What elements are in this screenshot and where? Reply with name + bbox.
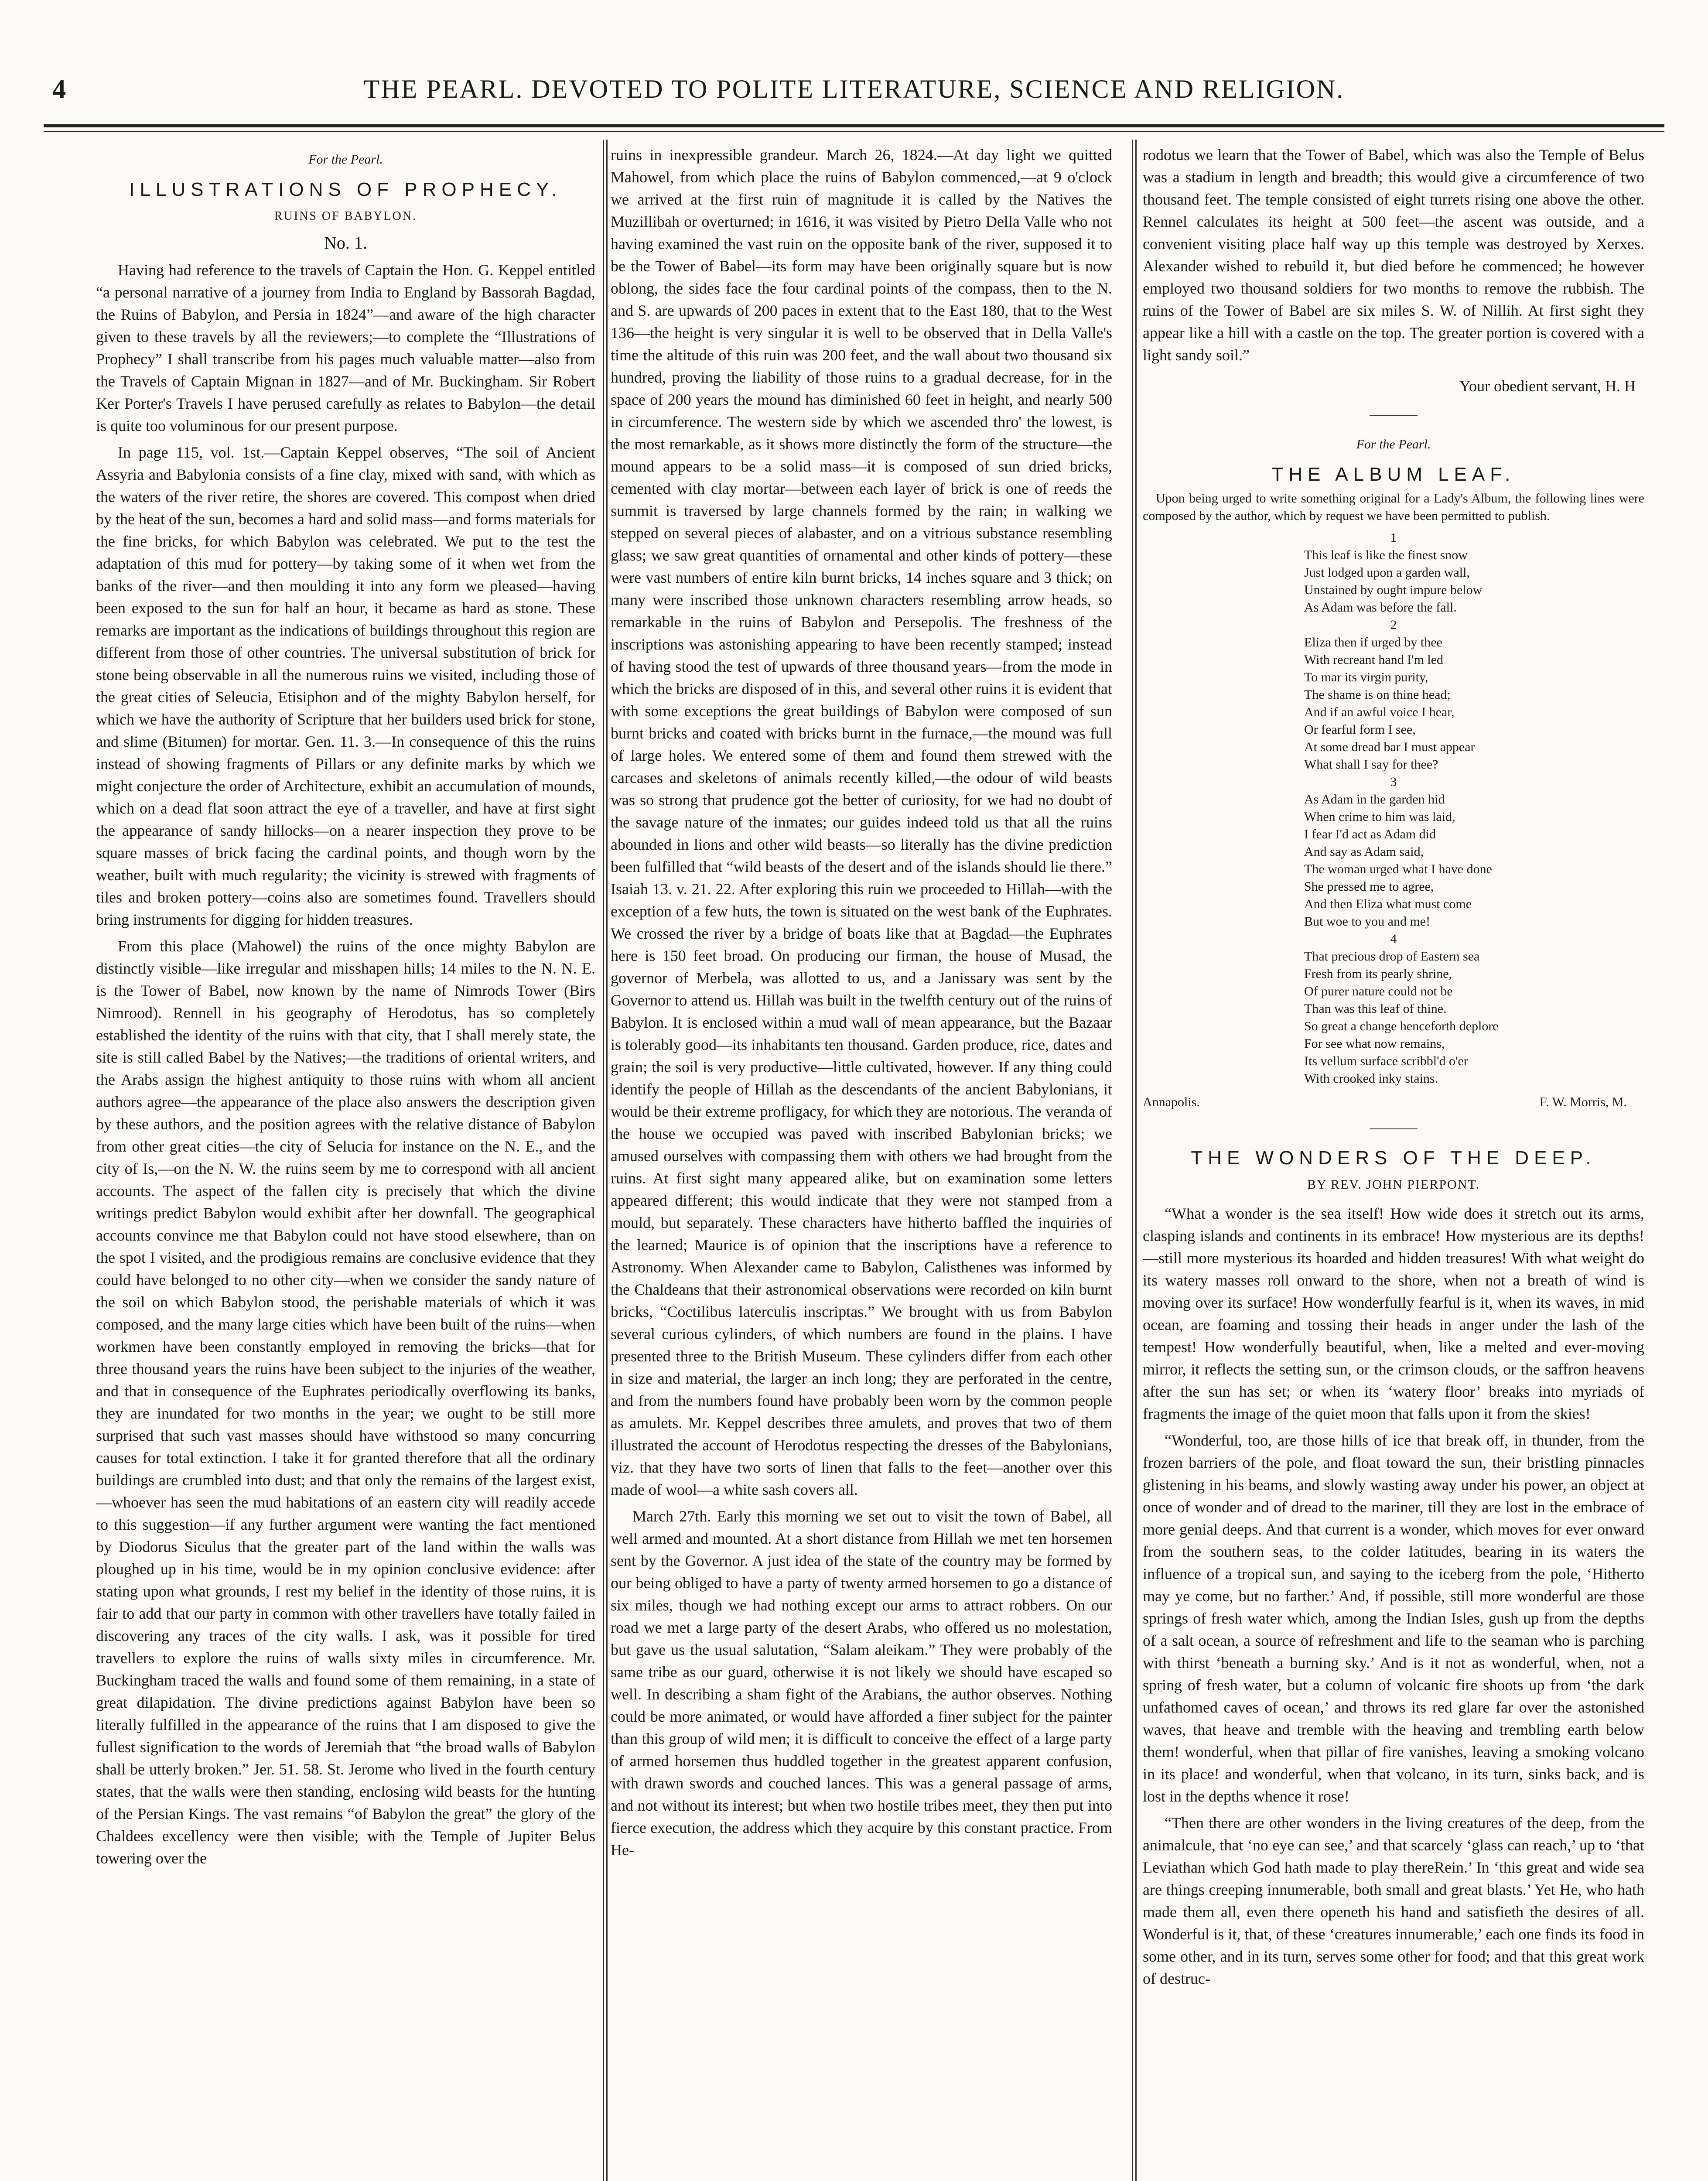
verse-line: What shall I say for thee?	[1304, 757, 1438, 772]
poem-attribution	[1143, 1094, 1627, 1111]
verse-line: I fear I'd act as Adam did	[1304, 827, 1436, 841]
article-title: ILLUSTRATIONS OF PROPHECY.	[129, 179, 562, 200]
body-paragraph: “What a wonder is the sea itself! How wide does it stretch out its arms, clasping islands and continents in its embrace! How mysterious are its depths!—still more mysterious its hoarded and hidden treasures! With what weight do its watery masses roll onward to the shore, when not a breath of wind is moving over its surface! How wonderfully fearful is it, when its waves, in mid ocean, are foaming and tossing their heads in anger under the lash of the tempest! How wonderfully beautiful, when, like a melted and ever-moving mirror, it reflects the setting sun, or the crimson clouds, or the saffron heavens after the sun has set; or when its ‘watery floor’ breaks into myriads of fragments the image of the quiet moon that falls upon it from the skies!	[1143, 1205, 1644, 1422]
verse-line: But woe to you and me!	[1304, 914, 1431, 929]
body-paragraph: “Then there are other wonders in the living creatures of the deep, from the animalcule, that ‘no eye can see,’ and that scarcely ‘glass can reach,’ up to ‘that Leviathan which God hath made to play thereRein.’ In ‘this great and wide sea are things creeping innumerable, both small and great blasts.’ Yet He, who hath made them all, even there openeth his hand and satisfieth the desires of all. Wonderful is it, that, of these ‘creatures innumerable,’ each one finds its food in some other, and in its turn, serves some other for food; and that this great work of destruc-	[1143, 1814, 1644, 1987]
column-divider	[606, 140, 608, 2181]
byline: BY REV. JOHN PIERPONT.	[1307, 1177, 1480, 1192]
poem-author: F. W. Morris, M.	[1539, 1095, 1627, 1109]
verse-line: As Adam was before the fall.	[1304, 600, 1457, 615]
column-3	[1143, 144, 1644, 2181]
body-paragraph: ruins in inexpressible grandeur. March 26, 1824.—At day light we quitted Mahowel, from which place the ruins of Babylon commenced,—at 9 o'clock we arrived at the first ruin of magnitude it is called by the Natives the Muzillibah or overturned; in 1616, it was visited by Pietro Della Valle who not having examined the vast ruin on the opposite bank of the river, supposed it to be the Tower of Babel—its form may have been originally square but is now oblong, the sides face the four cardinal points of the compass, then to the N. and S. are upwards of 200 paces in extent that to the East 180, that to the West 136—the height is very singular it is well to be observed that in Della Valle's time the altitude of this ruin was 200 feet, and the wall about two thousand six hundred, proving the liability of those ruins to a gradual decrease, for in the space of 200 years the mound has diminished 60 feet in height, and nearly 500 in circumference. The western side by which we ascended thro' the lowest, is the most remarkable, as it shows more distinctly the form of the structure—the mound appears to be a solid mass—it is composed of sun dried bricks, cemented with clay mortar—between each layer of brick is one of reeds the summit is traversed by large channels formed by the rain; in walking we stepped on several pieces of alabaster, and on a vitrious substance resembling glass; we saw great quantities of ornamental and other kinds of pottery—these were vast numbers of entire kiln burnt bricks, 14 inches square and 3 thick; on many were inscribed those unknown characters resembling arrow heads, so remarkable in the ruins of Babylon and Persepolis. The freshness of the inscriptions was astonishing appearing to have been recently stamped; instead of having stood the test of upwards of three thousand years—from the mode in which the bricks are disposed of in this, and several other ruins it is evident that with some exceptions the great buildings of Babylon were composed of sun burnt bricks and coated with bricks burnt in the furnace,—the mound was full of large holes. We entered some of them and found them strewed with the carcases and skeletons of animals recently killed,—the odour of wild beasts was so strong that prudence got the better of curiosity, for we had no doubt of the savage nature of the inmates; our guides indeed told us that all the ruins abounded in lions and other wild beasts—so literally has the divine prediction been fulfilled that “wild beasts of the desert and of the islands should lie there.” Isaiah 13. v. 21. 22. After exploring this ruin we proceeded to Hillah—with the exception of a few huts, the town is situated on the west bank of the Euphrates. We crossed the river by a bridge of boats like that at Bagdad—the Euphrates here is 150 feet broad. On producing our firman, the house of Musad, the governor of Merbela, was allotted to us, and a Janissary was sent by the Governor to attend us. Hillah was built in the twelfth century out of the ruins of Babylon. It is enclosed within a mud wall of mean appearance, but the Bazaar is tolerably good—its inhabitants ten thousand. Garden produce, rice, dates and grain; the soil is very productive—little cultivated, however. If any thing could identify the people of Hillah as the descendants of the ancient Babylonians, it would be their extreme profligacy, for which they are notorious. The veranda of the house we occupied was paved with inscribed Babylonian bricks; we amused ourselves with compassing them with others we had brought from the ruins. At first sight many appeared alike, but on examination some letters appeared different; this would indicate that they were not stamped from a mould, but separately. These characters have hitherto baffled the inquiries of the learned; Maurice is of opinion that the inscriptions have a reference to Astronomy. When Alexander came to Babylon, Calisthenes was informed by the Chaldeans that their astronomical observations were recorded on kiln burnt bricks, “Coctilibus laterculis inscriptas.” We brought with us from Babylon several curious cylinders, of which numbers are found in the plains. I have presented three to the British Museum. These cylinders differ from each other in size and material, the larger an inch long; they are perforated in the centre, and from the numbers found have probably been worn by the common people as amulets. Mr. Keppel describes three amulets, and proves that two of them illustrated the account of Herodotus respecting the dresses of the Babylonians, viz. that they have two sorts of linen that falls to the feet—another over this made of wool—a white sash covers all.	[611, 146, 1112, 1498]
article-title: THE WONDERS OF THE DEEP.	[1191, 1147, 1596, 1169]
column-1	[96, 144, 595, 2181]
verse-line: Of purer nature could not be	[1304, 984, 1453, 998]
verse-line: Eliza then if urged by thee	[1304, 635, 1442, 650]
poem-place: Annapolis.	[1143, 1095, 1200, 1109]
for-the-pearl-label: For the Pearl.	[1356, 437, 1431, 451]
column-divider	[1132, 140, 1133, 2181]
column-2	[611, 144, 1112, 2181]
verse-line: At some dread bar I must appear	[1304, 740, 1475, 754]
verse-line: Or fearful form I see,	[1304, 722, 1416, 737]
poem-title: THE ALBUM LEAF.	[1271, 464, 1516, 485]
verse-line: To mar its virgin purity,	[1304, 670, 1428, 684]
verse-line: Its vellum surface scribbl'd o'er	[1304, 1054, 1468, 1068]
verse-line: The woman urged what I have done	[1304, 862, 1492, 876]
verse-line: Fresh from its pearly shrine,	[1304, 967, 1452, 981]
verse-line: She pressed me to agree,	[1304, 879, 1434, 894]
page-header	[44, 74, 1664, 126]
running-title: THE PEARL. DEVOTED TO POLITE LITERATURE, SCIENCE AND RELIGION.	[363, 75, 1345, 103]
body-paragraph: In page 115, vol. 1st.—Captain Keppel observes, “The soil of Ancient Assyria and Babylonia consists of a fine clay, mixed with sand, with which as the waters of the river retire, the shores are covered. This compost when dried by the heat of the sun, becomes a hard and solid mass—and forms materials for the fine bricks, for which Babylon was celebrated. We put to the test the adaptation of this mud for pottery—by taking some of it when wet from the banks of the river—and then moulding it into any form we pleased—having been exposed to the sun for half an hour, it became as hard as stone. These remarks are important as the indications of buildings throughout this region are different from those of other countries. The universal substitution of brick for stone being observable in all the numerous ruins we visited, including those of the great cities of Seleucia, Etisiphon and of the mighty Babylon herself, for which we have the authority of Scripture that her builders used brick for stone, and slime (Bitumen) for mortar. Gen. 11. 3.—In consequence of this the ruins instead of showing fragments of Pillars or any definite marks by which we might conjecture the order of Architecture, exhibit an accumulation of mounds, which on a dead flat soon attract the eye of a traveller, and have at first sight the appearance of sandy hillocks—on a nearer inspection they prove to be square masses of brick facing the cardinal points, and though worn by the weather, built with much regularity; the vicinity is strewed with fragments of tiles and broken pottery—coins also are sometimes found. Travellers should bring instruments for digging for hidden treasures.	[96, 444, 595, 928]
body-paragraph: rodotus we learn that the Tower of Babel, which was also the Temple of Belus was a stadium in length and breadth; this would give a circumference of two thousand feet. The temple consisted of eight turrets rising one above the other. Rennel calculates its height at 500 feet—the ascent was outside, and a convenient visiting place half way up this temple was destroyed by Xerxes. Alexander wished to rebuild it, but died before he commenced; he however employed two thousand soldiers for two months to remove the rubbish. The ruins of the Tower of Babel are six miles S. W. of Nillih. At first sight they appear like a hill with a castle on the top. The greater portion is covered with a light sandy soil.”	[1143, 146, 1644, 364]
signature: Your obedient servant, H. H	[1459, 377, 1636, 395]
article-subtitle: RUINS OF BABYLON.	[274, 209, 417, 223]
column-divider	[1135, 140, 1137, 2181]
verse-line: The shame is on thine head;	[1304, 687, 1451, 702]
body-paragraph: “Wonderful, too, are those hills of ice that break off, in thunder, from the frozen barriers of the pole, and float toward the sun, their bristling pinnacles glistening in his beams, and slowly wasting away under his power, an object at once of wonder and of dread to the mariner, till they are lost in the embrace of more genial deeps. And that current is a wonder, which moves for ever onward from the southern seas, to the colder latitudes, bearing in its waters the influence of a tropical sun, and saying to the iceberg from the pole, ‘Hitherto may ye come, but no farther.’ And, if possible, still more wonderful are those springs of fresh water which, among the Indian Isles, gush up from the depths of a salt ocean, a source of refreshment and life to the seaman who is parching with thirst ‘beneath a burning sky.’ And is it not as wonderful, when, not a spring of fresh water, but a column of volcanic fire shoots up from ‘the dark unfathomed caves of ocean,’ and throws its red glare far over the astonished waves, that heave and tremble with the heaving and trembling earth below them! wonderful, when that pillar of fire vanishes, leaving a smoking volcano in its place! and wonderful, when that volcano, in its turn, sinks back, and is lost in the depths whence it rose!	[1143, 1432, 1644, 1805]
verse-line: And say as Adam said,	[1304, 844, 1424, 859]
verse-line: As Adam in the garden hid	[1304, 792, 1445, 807]
verse-line: With recreant hand I'm led	[1304, 653, 1444, 667]
verse-line: And if an awful voice I hear,	[1304, 705, 1455, 719]
verse-line: And then Eliza what must come	[1304, 897, 1472, 911]
stanza-number: 2	[1390, 618, 1397, 632]
for-the-pearl-label: For the Pearl.	[308, 152, 383, 167]
verse-line: That precious drop of Eastern sea	[1304, 949, 1480, 964]
header-rule	[44, 124, 1664, 127]
body-paragraph: March 27th. Early this morning we set out to visit the town of Babel, all well armed and mounted. At a short distance from Hillah we met ten horsemen sent by the Governor. A just idea of the state of the country may be formed by our being obliged to have a party of twenty armed horsemen to go a distance of six miles, though we had nothing except our arms to attract robbers. On our road we met a large party of the desert Arabs, who offered us no molestation, but gave us the usual salutation, “Salam aleikam.” They were probably of the same tribe as our guard, otherwise it is not likely we should have escaped so well. In describing a sham fight of the Arabians, the author observes. Nothing could be more animated, or would have afforded a finer subject for the painter than this group of wild men; it is difficult to conceive the effect of a large party of armed horsemen thus huddled together in the greatest apparent confusion, with drawn swords and couched lances. This was a general passage of arms, and not without its interest; but when two hostile tribes meet, they then put into fierce execution, the address which they acquire by this constant practice. From He-	[611, 1508, 1112, 1859]
header-rule-thin	[44, 131, 1664, 132]
stanza-number: 1	[1390, 530, 1397, 545]
verse-line: This leaf is like the finest snow	[1304, 548, 1468, 562]
verse-line: Than was this leaf of thine.	[1304, 1002, 1447, 1016]
verse-line: With crooked inky stains.	[1304, 1071, 1438, 1086]
stanza-number: 4	[1390, 932, 1397, 946]
body-paragraph: From this place (Mahowel) the ruins of the once mighty Babylon are distinctly visible—like irregular and misshapen hills; 14 miles to the N. N. E. is the Tower of Babel, now known by the name of Nimrods Tower (Birs Nimrood). Rennell in his geography of Herodotus, has so completely established the identity of the ruins with that city, that I shall merely state, the site is still called Babel by the Natives;—the traditions of oriental writers, and the Arabs assign the highest antiquity to those ruins with whom all ancient authors agree—the appearance of the place also answers the description given by these authors, and the position agrees with the relative distance of Babylon from other great cities—the city of Selucia for instance on the N. E., and the city of Is,—on the N. W. the ruins seem by me to correspond with all ancient accounts. The aspect of the fallen city is precisely that which the divine writings predict Babylon would exhibit after her downfall. The geographical accounts convince me that Babylon could not have stood elsewhere, than on the spot I visited, and the prodigious remains are conclusive evidence that they could have belonged to no other city—when we consider the sandy nature of the soil on which Babylon stood, the perishable materials of which it was composed, and the many large cities which have been built of the ruins—when workmen have been constantly employed in removing the bricks—that for three thousand years the ruins have been subject to the injuries of the weather, and that in consequence of the Euphrates periodically overflowing its banks, they are inundated for two months in the year; we ought to be still more surprised that such vast masses should have withstood so many concurring causes for total extinction. I take it for granted therefore that all the ordinary buildings are crumbled into dust; and that only the remains of the largest exist,—whoever has seen the mud habitations of an eastern city will readily accede to this suggestion—if any further argument were wanting the fact mentioned by Diodorus Siculus that the greater part of the land within the walls was ploughed up in his time, would be in my opinion conclusive evidence: after stating upon what grounds, I rest my belief in the identity of those ruins, it is fair to add that our party in common with other travellers have totally failed in discovering any traces of the city walls. I ask, was it possible for tired travellers to explore the ruins of walls sixty miles in circumference. Mr. Buckingham traced the walls and found some of them remaining, in a state of great dilapidation. The divine predictions against Babylon have been so literally fulfilled in the appearance of the ruins that I am disposed to give the fullest signification to the words of Jeremiah that “the broad walls of Babylon shall be utterly broken.” Jer. 51. 58. St. Jerome who lived in the fourth century states, that the walls were then standing, enclosing wild beasts for the hunting of the Persian Kings. The vast remains “of Babylon the great” the glory of the Chaldees excellency were then visible; with the Temple of Jupiter Belus towering over the	[96, 937, 595, 1867]
article-number: No. 1.	[324, 233, 367, 253]
verse-line: So great a change henceforth deplore	[1304, 1019, 1499, 1033]
verse-line: Just lodged upon a garden wall,	[1304, 565, 1470, 580]
column-divider	[603, 140, 604, 2181]
verse-line: Unstained by ought impure below	[1304, 583, 1483, 597]
verse-line: For see what now remains,	[1304, 1036, 1445, 1051]
poem-intro: Upon being urged to write something original for a Lady's Album, the following lines were composed by the author, which by request we have been permitted to publish.	[1143, 491, 1644, 523]
section-divider	[1370, 1128, 1418, 1129]
section-divider	[1370, 415, 1418, 416]
body-paragraph: Having had reference to the travels of Captain the Hon. G. Keppel entitled “a personal narrative of a journey from India to England by Bassorah Bagdad, the Ruins of Babylon, and Persia in 1824”—and aware of the high character given to these travels by all the reviewers;—to complete the “Illustrations of Prophecy” I shall transcribe from his pages much valuable matter—also from the Travels of Captain Mignan in 1827—and of Mr. Buckingham. Sir Robert Ker Porter's Travels I have perused carefully as relates to Babylon—the detail is quite too voluminous for our present purpose.	[96, 261, 595, 434]
stanza-number: 3	[1390, 775, 1397, 789]
page-number: 4	[52, 75, 66, 104]
verse-line: When crime to him was laid,	[1304, 810, 1455, 824]
